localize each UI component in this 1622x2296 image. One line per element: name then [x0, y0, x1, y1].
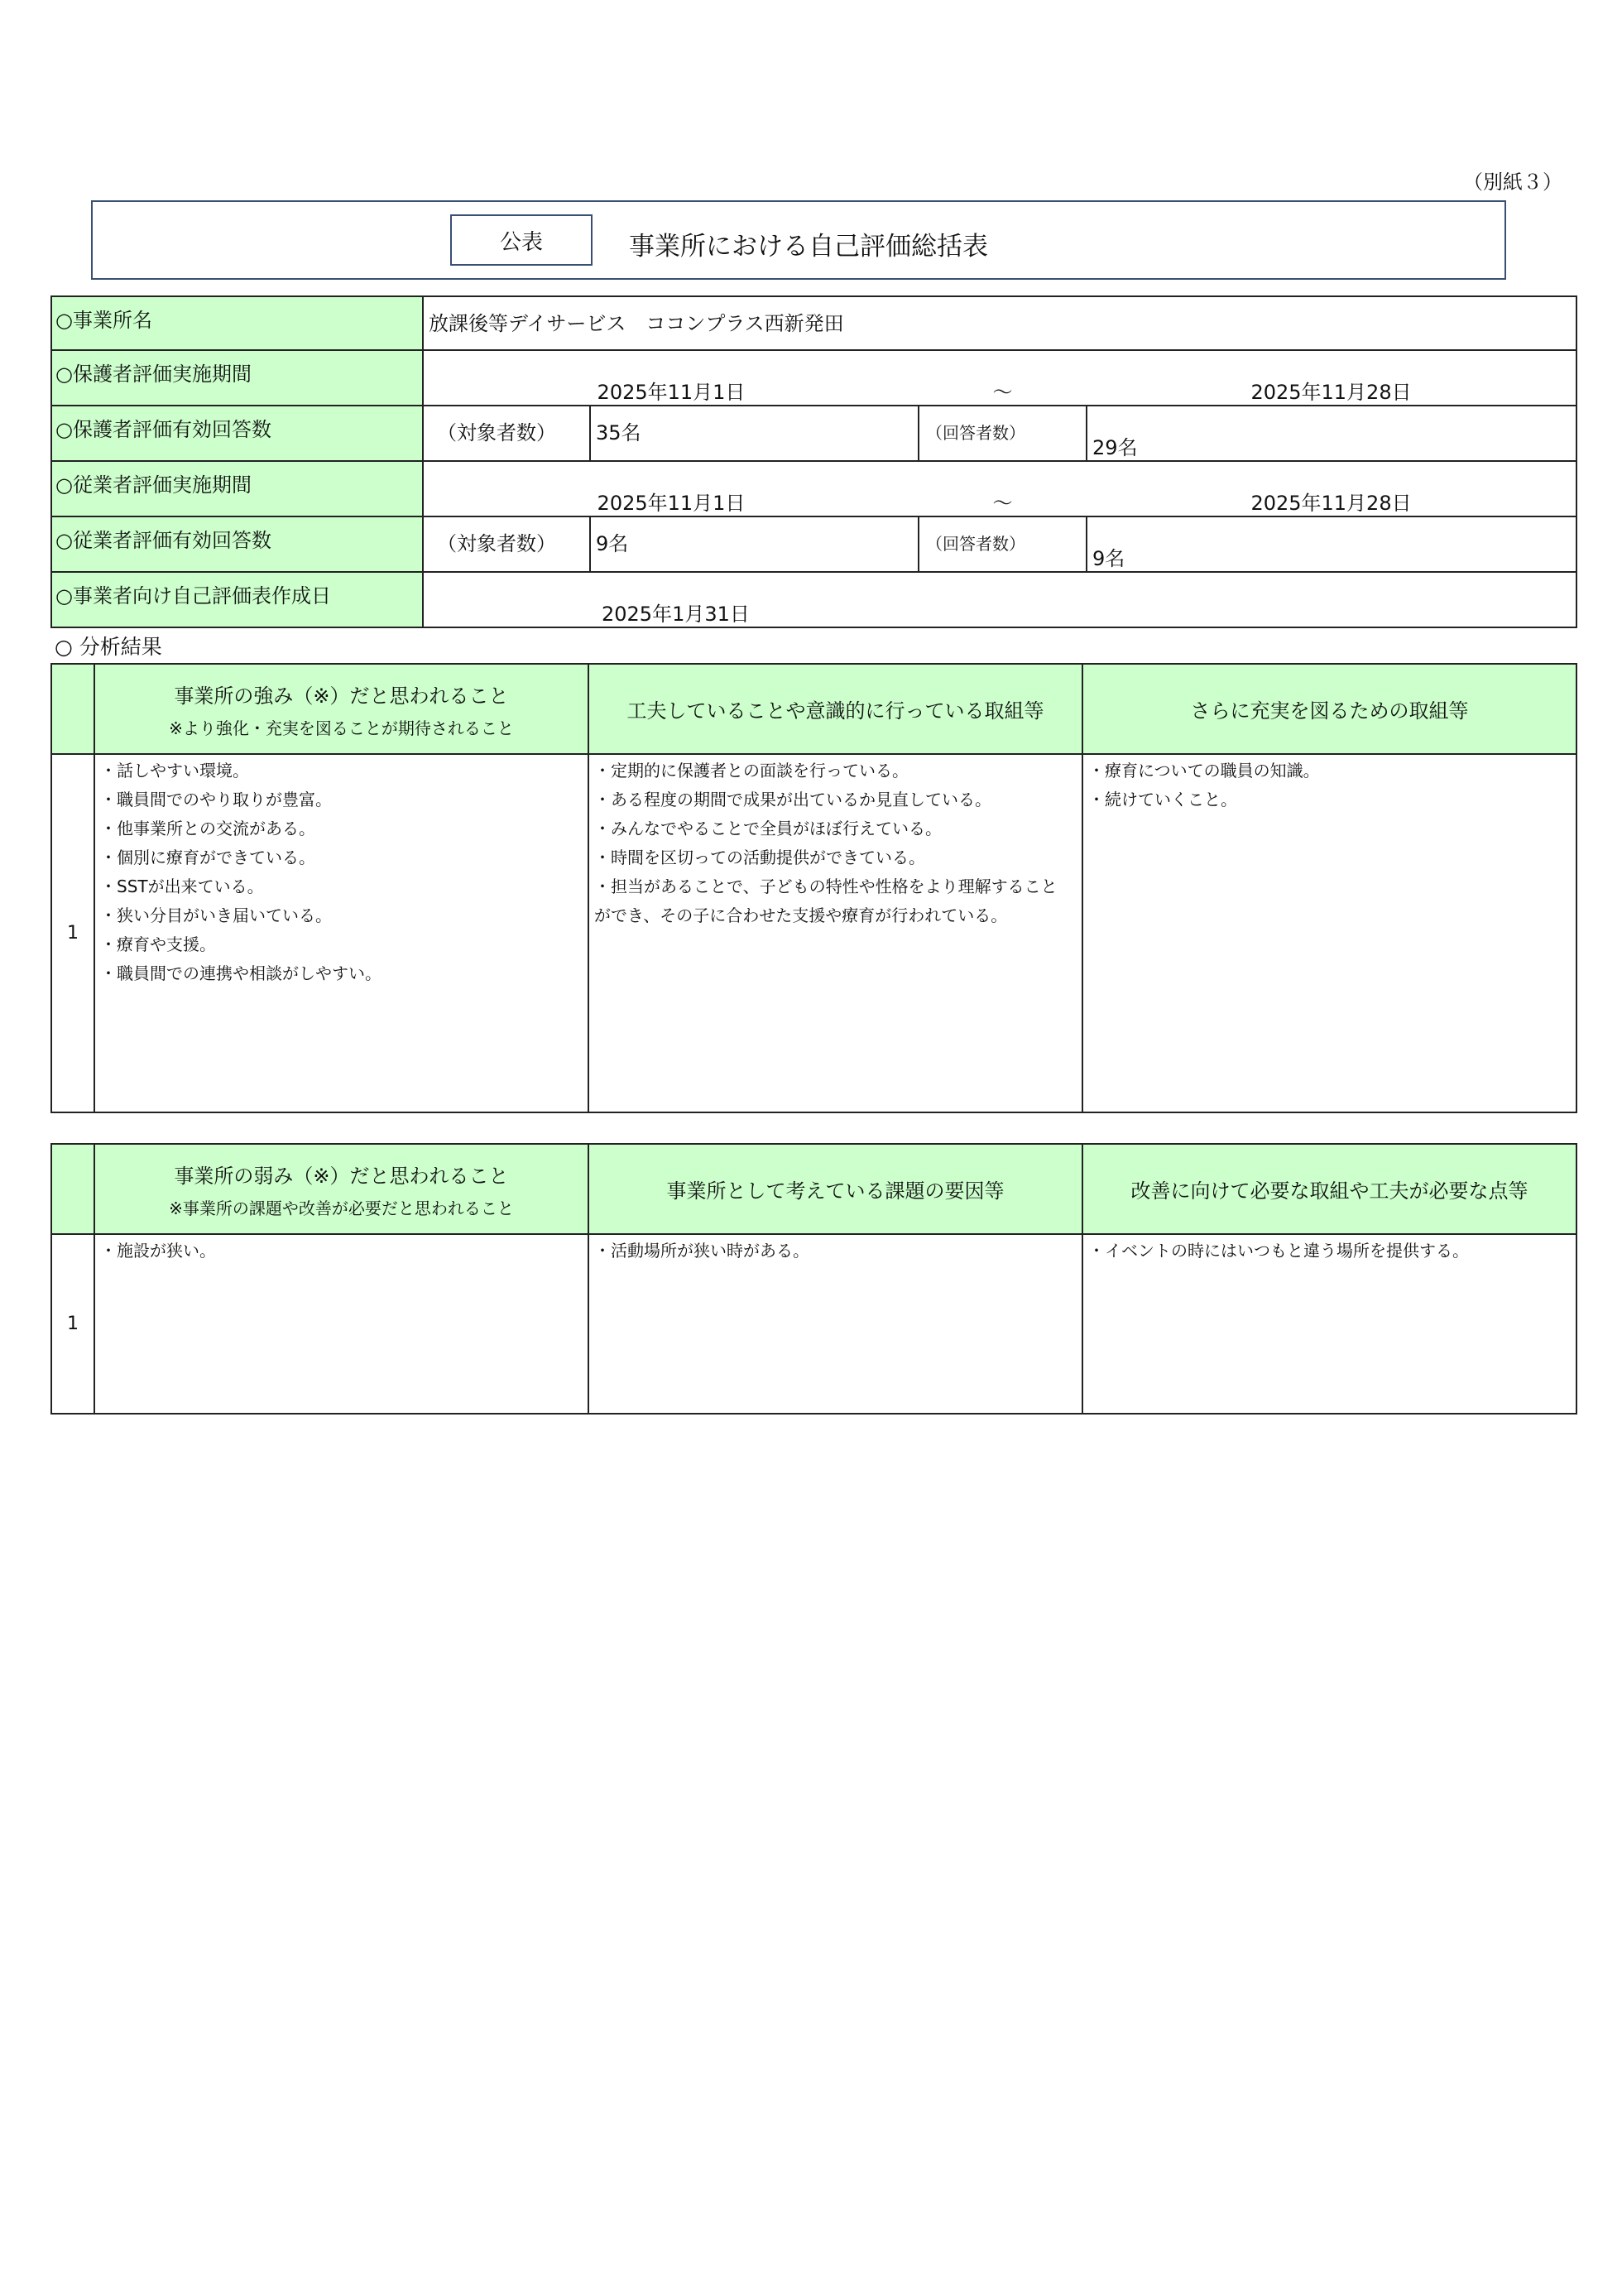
strengths-number-header: [51, 664, 94, 754]
staff-count-row: [51, 516, 1576, 572]
strengths-header-row: [51, 664, 1576, 754]
office-name-value: 放課後等デイサービス ココンプラス西新発田: [423, 296, 1576, 350]
weaknesses-header-row: [51, 1144, 1576, 1234]
info-table: [50, 295, 1577, 628]
guardian-period-label: ○保護者評価実施期間: [51, 350, 423, 406]
weaknesses-table: [50, 1143, 1577, 1415]
strengths-col2-header: 工夫していることや意識的に行っている取組等: [588, 664, 1082, 754]
guardian-target-value: 35名: [590, 406, 919, 461]
public-label: 公表: [450, 214, 593, 266]
weaknesses-col3-header: 改善に向けて必要な取組や工夫が必要な点等: [1082, 1144, 1576, 1234]
weaknesses-col1-title: 事業所の弱み（※）だと思われること: [174, 1164, 509, 1188]
strengths-table: [50, 663, 1577, 1113]
created-date-row: [51, 572, 1576, 627]
weaknesses-improvements-list: ・イベントの時にはいつもと違う場所を提供する。: [1082, 1234, 1576, 1414]
staff-period-row: [51, 461, 1576, 516]
weaknesses-causes-list: ・活動場所が狭い時がある。: [588, 1234, 1082, 1414]
title-box: [91, 200, 1506, 280]
guardian-count-label: ○保護者評価有効回答数: [51, 406, 423, 461]
staff-target-value: 9名: [590, 516, 919, 572]
strengths-enhancement-list: ・療育についての職員の知識。 ・続けていくこと。: [1082, 754, 1576, 1112]
strengths-col3-header: さらに充実を図るための取組等: [1082, 664, 1576, 754]
strengths-col1-title: 事業所の強み（※）だと思われること: [174, 684, 509, 708]
weaknesses-col1-subtitle: ※事業所の課題や改善が必要だと思われること: [169, 1198, 514, 1218]
page-title: 事業所における自己評価総括表: [629, 232, 988, 262]
guardian-count-row: [51, 406, 1576, 461]
guardian-period-start: 2025年11月1日: [423, 350, 919, 406]
guardian-respond-value: 29名: [1087, 406, 1576, 461]
office-name-row: [51, 296, 1576, 350]
staff-target-label: （対象者数）: [423, 516, 590, 572]
guardian-target-label: （対象者数）: [423, 406, 590, 461]
staff-respond-value: 9名: [1087, 516, 1576, 572]
strengths-efforts-list: ・定期的に保護者との面談を行っている。 ・ある程度の期間で成果が出ているか見直している。 ・みんなでやることで全員がほぼ行えている。 ・時間を区切っての活動提供ができている。 ・担当があることで、子どもの特性や性格をより理解すること ができ、その子に合わせた支援や療育が行われている。: [588, 754, 1082, 1112]
strengths-col1-header: [94, 664, 588, 754]
weaknesses-list: ・施設が狭い。: [94, 1234, 588, 1414]
weaknesses-col2-header: 事業所として考えている課題の要因等: [588, 1144, 1082, 1234]
created-date-label: ○事業者向け自己評価表作成日: [51, 572, 423, 627]
staff-respond-label: （回答者数）: [919, 516, 1087, 572]
staff-period-start: 2025年11月1日: [423, 461, 919, 516]
weaknesses-number-header: [51, 1144, 94, 1234]
analysis-section-label: ○ 分析結果: [55, 635, 162, 659]
weaknesses-col1-header: [94, 1144, 588, 1234]
staff-count-label: ○従業者評価有効回答数: [51, 516, 423, 572]
strengths-col1-subtitle: ※より強化・充実を図ることが期待されること: [169, 718, 514, 738]
guardian-period-row: [51, 350, 1576, 406]
weaknesses-row: [51, 1234, 1576, 1414]
guardian-respond-label: （回答者数）: [919, 406, 1087, 461]
staff-period-separator: ～: [919, 461, 1087, 516]
guardian-period-separator: ～: [919, 350, 1087, 406]
weaknesses-row-number: 1: [51, 1234, 94, 1414]
staff-period-end: 2025年11月28日: [1087, 461, 1576, 516]
staff-period-label: ○従業者評価実施期間: [51, 461, 423, 516]
strengths-row-number: 1: [51, 754, 94, 1112]
strengths-list: ・話しやすい環境。 ・職員間でのやり取りが豊富。 ・他事業所との交流がある。 ・個別に療育ができている。 ・SSTが出来ている。 ・狭い分目がいき届いている。 ・療育や支援。 ・職員間での連携や相談がしやすい。: [94, 754, 588, 1112]
strengths-row: [51, 754, 1576, 1112]
created-date-value: 2025年1月31日: [423, 572, 1576, 627]
guardian-period-end: 2025年11月28日: [1087, 350, 1576, 406]
annex-label: （別紙３）: [1463, 171, 1562, 194]
office-name-label: ○事業所名: [51, 296, 423, 350]
